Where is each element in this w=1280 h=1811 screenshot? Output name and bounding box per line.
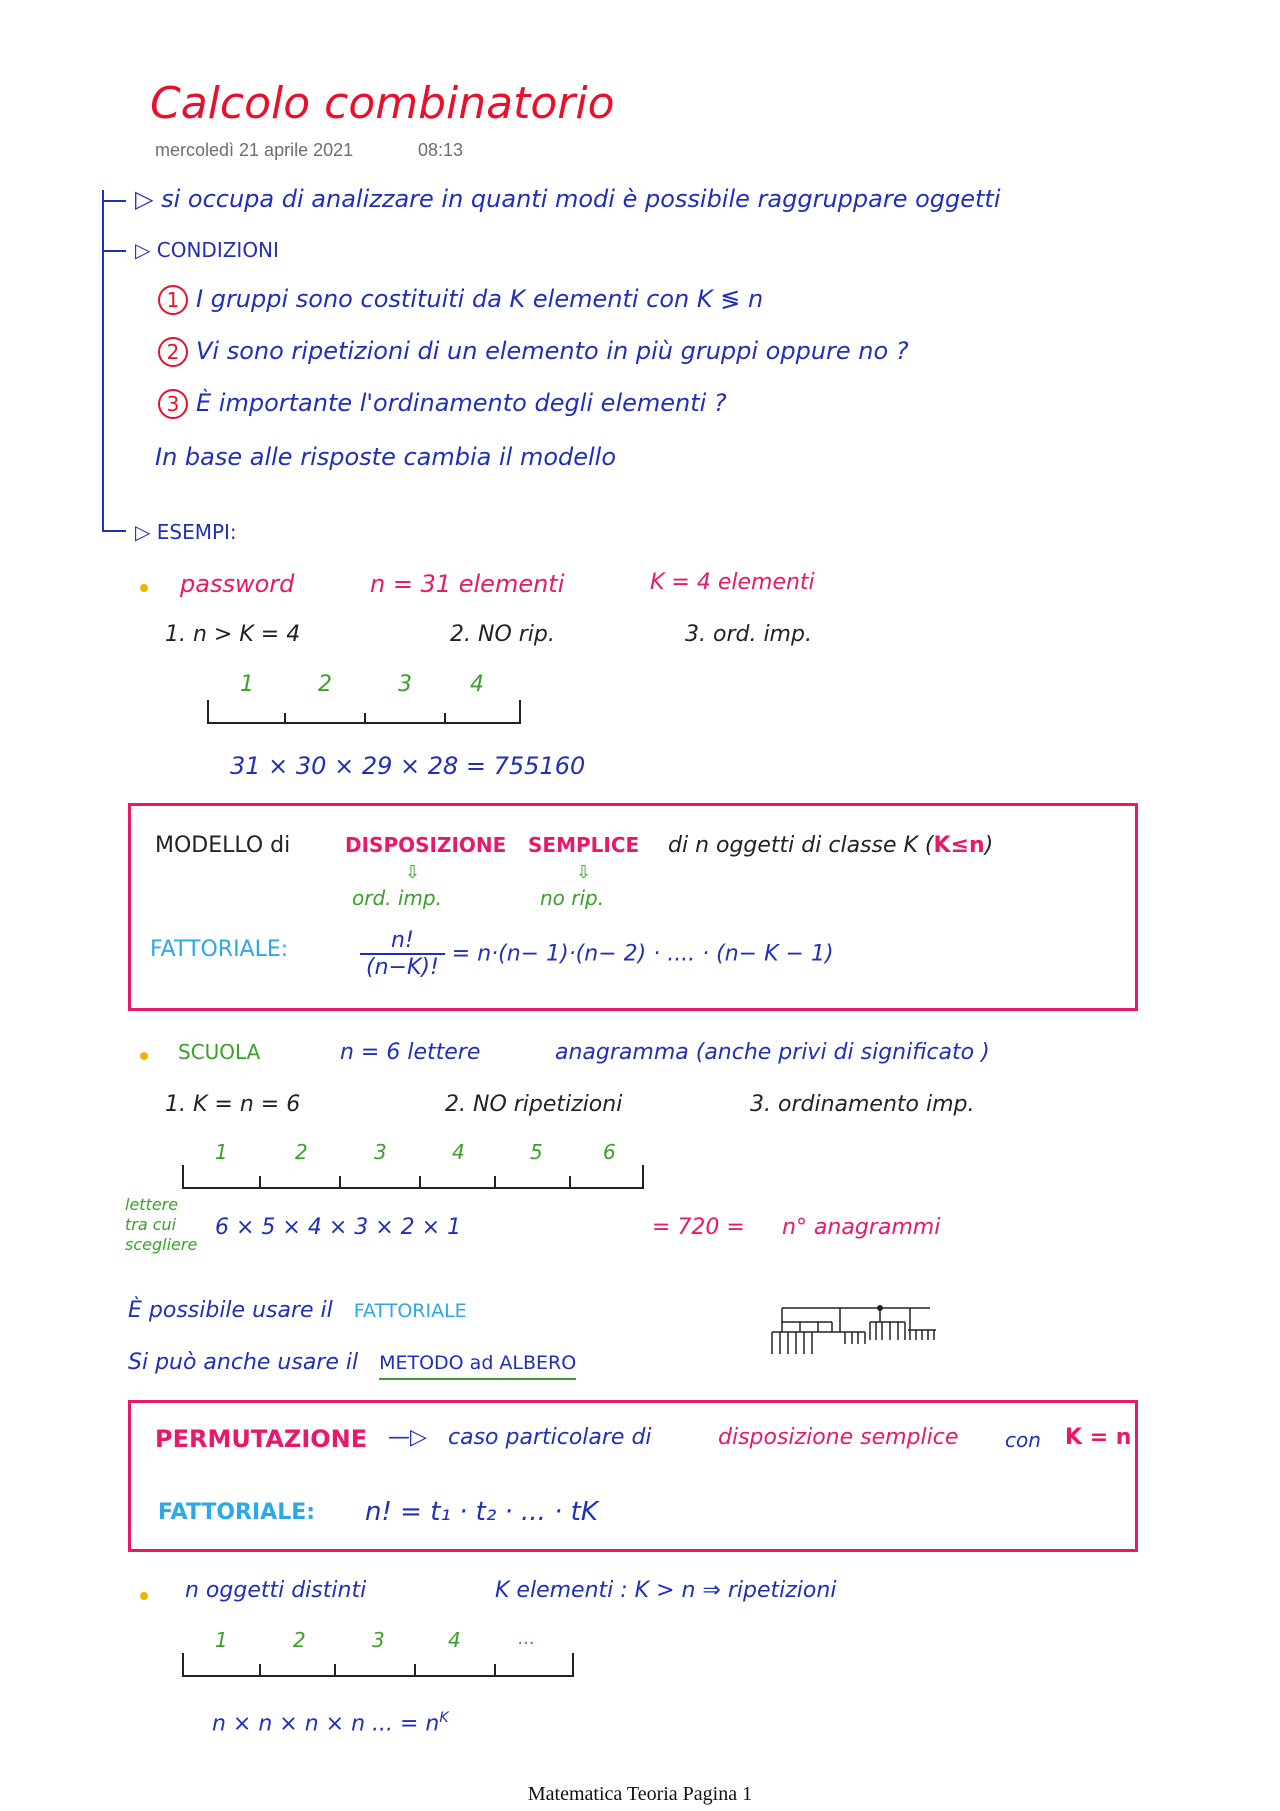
side-note-line: lettere <box>125 1195 179 1214</box>
examples-heading: ▷ ESEMPI: <box>135 520 237 544</box>
slot-diagram-1 <box>200 695 530 735</box>
page-footer: Matematica Teoria Pagina 1 <box>527 1783 753 1805</box>
example2-name: SCUOLA <box>178 1040 261 1064</box>
box2-desc3: con <box>1005 1428 1041 1452</box>
condition-2 <box>158 337 909 367</box>
condition-number-1: 1 <box>158 285 188 315</box>
conditions-label: CONDIZIONI <box>156 238 279 262</box>
slot-label: 2 <box>318 672 332 697</box>
tree-line-term: METODO ad ALBERO <box>379 1352 576 1380</box>
condition-3 <box>158 389 727 419</box>
page-date: mercoledì 21 aprile 2021 <box>155 140 354 160</box>
box2-desc1: caso particolare di <box>448 1425 652 1450</box>
condition-1 <box>158 285 763 315</box>
tree-branch-1 <box>102 200 126 202</box>
slot-label: 3 <box>398 672 412 697</box>
side-note-line: scegliere <box>125 1235 198 1254</box>
example1-name: password <box>180 570 295 598</box>
example3-text2: K elementi : K > n ⇒ ripetizioni <box>495 1578 837 1603</box>
slot-label: 1 <box>215 1628 228 1652</box>
intro-line: ▷ si occupa di analizzare in quanti modi è possibile raggruppare oggetti <box>135 185 1001 213</box>
box1-suffix-text: di n oggetti di classe K ( <box>668 833 934 858</box>
tree-line-prefix: Si può anche usare il <box>128 1350 359 1375</box>
side-note-line: tra cui <box>125 1215 177 1234</box>
fatt-line <box>128 1298 467 1323</box>
example2-n: n = 6 lettere <box>340 1040 481 1065</box>
box1-formula-text: = n·(n− 1)·(n− 2) · .... · (n− K − 1) <box>451 941 834 967</box>
box1-suffix <box>668 833 993 858</box>
slot-label: 4 <box>470 672 484 697</box>
slot-label: 1 <box>240 672 254 697</box>
box2-cond: K = n <box>1065 1425 1132 1450</box>
example3-product <box>212 1710 449 1736</box>
box1-fatt-label: FATTORIALE: <box>150 937 289 962</box>
example3-exponent: K <box>439 1710 449 1726</box>
example1-k: K = 4 elementi <box>650 570 815 595</box>
slot-label: 6 <box>603 1140 616 1164</box>
model-note: In base alle risposte cambia il modello <box>155 443 617 471</box>
example1-n: n = 31 elementi <box>370 570 565 598</box>
tree-diagram-icon <box>770 1300 940 1360</box>
example2-cond2: 2. NO ripetizioni <box>445 1092 623 1117</box>
permutation-box <box>128 1400 1138 1552</box>
tree-branch-3 <box>102 530 126 532</box>
arrow-down-icon: ⇩ <box>576 862 592 883</box>
box2-term: PERMUTAZIONE <box>155 1425 368 1453</box>
slot-diagram-2 <box>175 1160 655 1200</box>
tree-line <box>128 1350 576 1375</box>
condition-text-3: È importante l'ordinamento degli elementi ? <box>196 389 727 417</box>
slot-label: 3 <box>374 1140 387 1164</box>
box1-fraction <box>360 928 445 980</box>
box1-note1: ord. imp. <box>352 886 442 910</box>
conditions-heading: ▷ CONDIZIONI <box>135 238 279 262</box>
example2-result-label: n° anagrammi <box>782 1215 941 1240</box>
box1-term1: DISPOSIZIONE <box>345 833 507 857</box>
bullet-1 <box>140 584 148 592</box>
side-note <box>125 1195 197 1255</box>
example3-text1: n oggetti distinti <box>185 1578 367 1603</box>
box1-cond: K≤n <box>933 833 985 858</box>
slot-label: ... <box>518 1628 536 1649</box>
condition-number-2: 2 <box>158 337 188 367</box>
condition-text-1: I gruppi sono costituiti da K elementi con K ≶ n <box>196 285 764 313</box>
example1-cond1: 1. n > K = 4 <box>165 622 301 647</box>
slot-label: 2 <box>295 1140 308 1164</box>
intro-text: si occupa di analizzare in quanti modi è possibile raggruppare oggetti <box>161 185 1001 213</box>
page-time: 08:13 <box>418 140 464 160</box>
example2-desc: anagramma (anche privi di significato ) <box>555 1040 990 1065</box>
slot-label: 2 <box>293 1628 306 1652</box>
example3-product-text: n × n × n × n ... = n <box>212 1711 440 1737</box>
fatt-line-term: FATTORIALE <box>353 1300 467 1322</box>
bullet-2 <box>140 1052 148 1060</box>
tree-vertical-line <box>102 190 104 530</box>
box1-close: ) <box>984 833 994 858</box>
example2-product: 6 × 5 × 4 × 3 × 2 × 1 <box>215 1215 462 1240</box>
box2-fatt-label: FATTORIALE: <box>158 1500 316 1525</box>
box1-note2: no rip. <box>540 886 605 910</box>
example2-result: = 720 = <box>652 1215 745 1240</box>
example1-cond2: 2. NO rip. <box>450 622 555 647</box>
box1-prefix: MODELLO di <box>155 833 291 858</box>
arrow-down-icon: ⇩ <box>405 862 421 883</box>
box2-formula: n! = t₁ · t₂ · ... · tK <box>365 1497 598 1527</box>
bullet-3 <box>140 1592 148 1600</box>
tree-branch-2 <box>102 250 126 252</box>
box1-formula <box>360 928 834 980</box>
box2-desc2: disposizione semplice <box>718 1425 959 1450</box>
box1-frac-num: n! <box>360 928 445 955</box>
example1-cond3: 3. ord. imp. <box>685 622 812 647</box>
box1-frac-den: (n−K)! <box>366 955 439 980</box>
arrow-right-icon: —▷ <box>388 1425 427 1450</box>
slot-label: 5 <box>530 1140 543 1164</box>
slot-label: 4 <box>452 1140 465 1164</box>
condition-text-2: Vi sono ripetizioni di un elemento in più gruppi oppure no ? <box>196 337 909 365</box>
slot-label: 3 <box>372 1628 385 1652</box>
example2-cond1: 1. K = n = 6 <box>165 1092 301 1117</box>
example2-cond3: 3. ordinamento imp. <box>750 1092 975 1117</box>
fatt-line-prefix: È possibile usare il <box>128 1298 333 1323</box>
condition-number-3: 3 <box>158 389 188 419</box>
examples-label: ESEMPI: <box>156 520 237 544</box>
slot-label: 1 <box>215 1140 228 1164</box>
box1-term2: SEMPLICE <box>528 833 640 857</box>
example1-product: 31 × 30 × 29 × 28 = 755160 <box>230 752 586 780</box>
slot-diagram-3 <box>175 1648 585 1688</box>
slot-label: 4 <box>448 1628 461 1652</box>
page-title: Calcolo combinatorio <box>150 78 615 129</box>
